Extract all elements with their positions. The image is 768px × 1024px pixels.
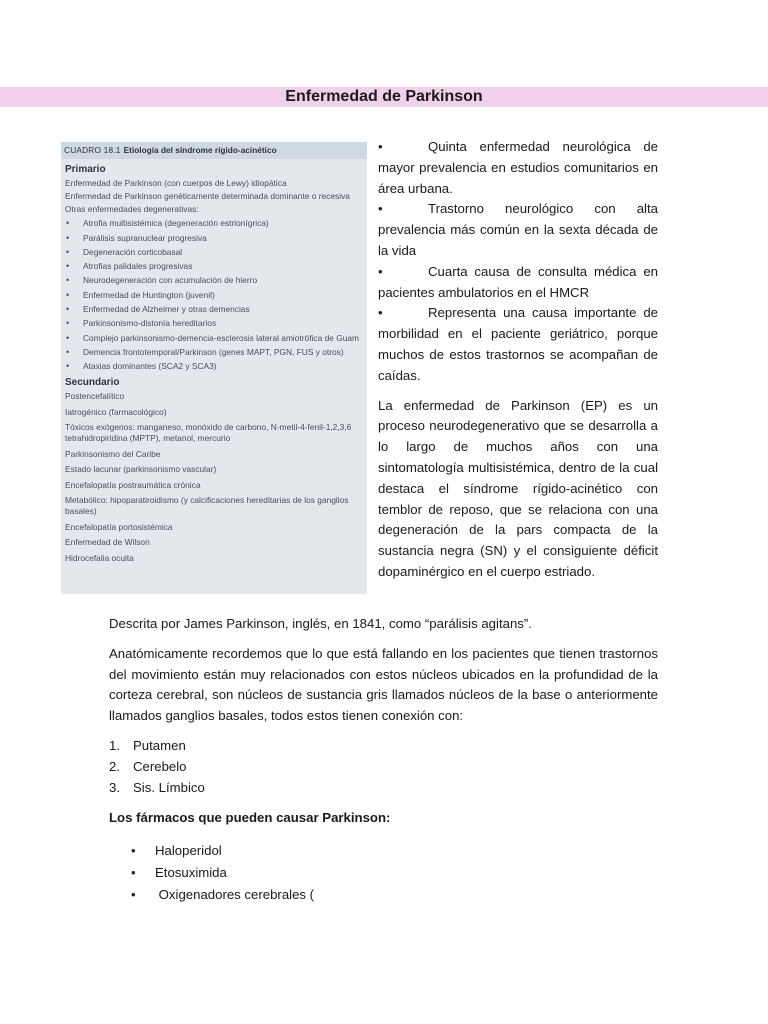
bullet-icon: •	[131, 843, 136, 859]
page-title: Enfermedad de Parkinson	[0, 87, 768, 107]
main-body	[109, 614, 658, 906]
list-item	[131, 840, 658, 862]
table-item: Enfermedad de Parkinson genéticamente determinada dominante o recesiva	[65, 191, 350, 201]
list-number: 1.	[109, 737, 120, 753]
bullet-icon: •	[378, 201, 383, 217]
table-item: Tóxicos exógenos: manganeso, monóxido de carbono, N-metil-4-fenil-1,2,3,6 tetrahidropiridina (MPTP), metanol, mercurio	[65, 422, 352, 444]
list-item-text: Putamen	[133, 737, 186, 753]
intro-bullet-text: Representa una causa importante de morbilidad en el paciente geriátrico, porque muchos de estos trastornos se acompañan de caídas.	[378, 305, 658, 383]
list-item	[109, 778, 658, 799]
table-item: Iatrogénico (farmacológico)	[65, 406, 167, 417]
table-bullet-item: • Atrofia multisistémica (degeneración estrionígrica)	[61, 218, 367, 229]
intro-bullet-text: Cuarta causa de consulta médica en pacientes ambulatorios en el HMCR	[378, 263, 658, 300]
intro-bullet	[378, 137, 658, 199]
table-number: CUADRO 18.1	[64, 145, 121, 155]
list-item-text: Sis. Límbico	[133, 779, 205, 795]
intro-column	[378, 137, 658, 583]
table-bullet-item: • Complejo parkinsonismo-demencia-esclerosis lateral amiotrófica de Guam	[61, 333, 367, 344]
anatomy-paragraph: Anatómicamente recordemos que lo que está fallando en los pacientes que tienen trastornos del movimiento están muy relacionados con estos núcleos ubicados en la profundidad de la corteza cerebral, son núcleos de sustancia gris llamados núcleos de la base o anteriormente llamados ganglios basales, todos estos tienen conexión con:	[109, 645, 658, 724]
table-item: Metabólico: hipoparatiroidismo (y calcificaciones hereditarias de los ganglios basales)	[65, 495, 349, 517]
table-item: Encefalopatía portosistémica	[65, 521, 173, 532]
table-item: Estado lacunar (parkinsonismo vascular)	[65, 464, 217, 475]
intro-bullet-text: Quinta enfermedad neurológica de mayor prevalencia en estudios comunitarios en área urbana.	[378, 139, 658, 196]
etiology-table	[61, 142, 367, 594]
table-bullet-item: • Parálisis supranuclear progresiva	[61, 233, 367, 244]
table-item: Encefalopatía postraumática crónica	[65, 479, 201, 490]
list-item-text: Oxigenadores cerebrales (	[155, 887, 315, 903]
table-section-primary: Primario	[65, 164, 106, 175]
ep-definition-paragraph: La enfermedad de Parkinson (EP) es un proceso neurodegenerativo que se desarrolla a lo largo de muchos años con una sintomatología multisistémica, dentro de la cual destaca el síndrome rígido-acinético con temblor de reposo, que se relaciona con una degeneración de la pars compacta de la sustancia negra (SN) y el consiguiente déficit dopaminérgico en el cuerpo estriado.	[378, 397, 658, 579]
intro-bullet	[378, 262, 658, 304]
bullet-icon: •	[131, 887, 136, 903]
table-bullet-item: • Ataxias dominantes (SCA2 y SCA3)	[61, 361, 367, 372]
table-bullet-item: • Enfermedad de Alzheimer y otras demencias	[61, 304, 367, 315]
intro-bullet	[378, 199, 658, 261]
list-item	[109, 757, 658, 778]
table-item: Otras enfermedades degenerativas:	[65, 204, 199, 214]
connections-list	[109, 736, 658, 798]
table-bullet-item: • Atrofias palidales progresivas	[61, 261, 367, 272]
table-item: Enfermedad de Wilson	[65, 537, 150, 548]
bullet-icon: •	[378, 305, 383, 321]
table-section-secondary: Secundario	[65, 377, 120, 389]
table-bullet-item: • Enfermedad de Huntington (juvenil)	[61, 290, 367, 301]
table-item: Enfermedad de Parkinson (con cuerpos de Lewy) idiopática	[65, 178, 287, 188]
table-bullet-item: • Neurodegeneración con acumulación de hierro	[61, 275, 367, 286]
table-item: Postencefalítico	[65, 391, 125, 402]
list-item	[131, 884, 658, 906]
table-bullet-item: • Degeneración corticobasal	[61, 247, 367, 258]
drugs-list	[109, 840, 658, 906]
drugs-heading: Los fármacos que pueden causar Parkinson:	[109, 810, 391, 826]
bullet-icon: •	[131, 865, 136, 881]
list-item-text: Haloperidol	[155, 843, 222, 859]
list-item	[109, 736, 658, 757]
table-bullet-item: • Demencia frontotemporal/Parkinson (genes MAPT, PGN, FUS y otros)	[61, 347, 367, 358]
bullet-icon: •	[378, 139, 383, 154]
bullet-icon: •	[378, 263, 383, 279]
list-item	[131, 862, 658, 884]
table-caption	[61, 142, 367, 159]
table-item: Hidrocefalia oculta	[65, 552, 134, 563]
list-number: 2.	[109, 758, 120, 774]
intro-bullet	[378, 303, 658, 386]
list-item-text: Etosuximida	[155, 865, 227, 881]
intro-bullet-text: Trastorno neurológico con alta prevalencia más común en la sexta década de la vida	[378, 201, 658, 258]
list-number: 3.	[109, 779, 120, 795]
history-paragraph: Descrita por James Parkinson, inglés, en 1841, como “parálisis agitans”.	[109, 616, 532, 631]
table-item: Parkinsonismo del Caribe	[65, 448, 161, 459]
list-item-text: Cerebelo	[133, 758, 187, 774]
table-title: Etiología del síndrome rígido-acinético	[123, 145, 277, 155]
table-bullet-item: • Parkinsonismo-distonía hereditarios	[61, 318, 367, 329]
